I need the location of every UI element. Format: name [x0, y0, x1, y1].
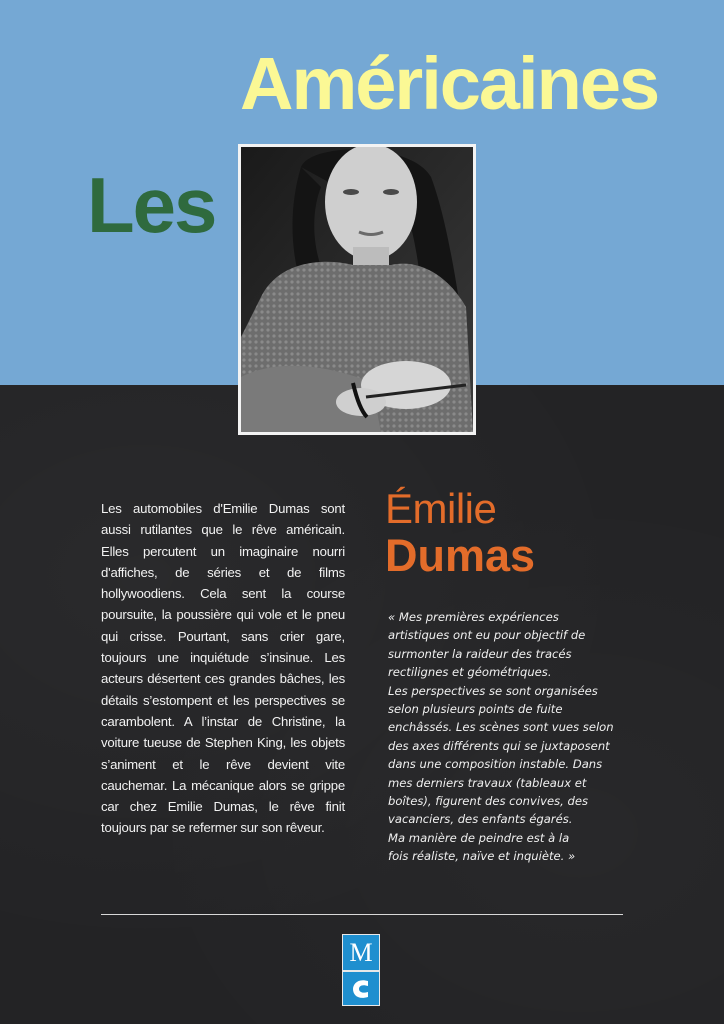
quote-line: des axes différents qui se juxtaposent — [388, 738, 610, 753]
artist-last-name: Dumas — [385, 530, 536, 581]
quote-line: artistiques ont eu pour objectif de — [388, 628, 586, 643]
quote-line: vacanciers, des enfants égarés. — [388, 812, 573, 827]
quote-line: « Mes premières expériences — [388, 610, 559, 624]
logo-bottom-block — [342, 970, 380, 1006]
portrait-illustration — [241, 147, 473, 432]
quote-line: fois réaliste, naïve et inquiète. » — [388, 849, 576, 864]
divider-line — [101, 914, 623, 915]
quote-line: Ma manière de peindre est à la — [388, 830, 570, 845]
quote-line: dans une composition instable. Dans — [388, 757, 603, 772]
quote-line: mes derniers travaux (tableaux et — [388, 775, 587, 790]
artist-quote — [388, 608, 638, 866]
artist-portrait-photo — [238, 144, 476, 435]
logo-c-icon — [350, 976, 372, 1002]
quote-line: surmonter la raideur des tracés — [388, 646, 572, 661]
logo-letter-m: M — [349, 937, 373, 967]
title-americaines: Américaines — [240, 42, 659, 125]
museum-logo — [342, 934, 380, 1006]
quote-line: Les perspectives se sont organisées — [388, 683, 598, 698]
title-les: Les — [87, 161, 216, 249]
quote-line: selon plusieurs points de fuite — [388, 702, 563, 717]
logo-top-block — [342, 934, 380, 970]
artist-description-text: Les automobiles d'Emilie Dumas sont aussi rutilantes que le rêve américain. Elles percutent un imaginaire nourri d'affiches, de séries et de films hollywoodiens. Cela sent la course poursuite, la poussière qui vole et le pneu qui crisse. Pourtant, sans crier gare, toujours une inquiétude s’insinue. Les acteurs désertent ces grandes bâches, les détails s’estompent et les perspectives se carambolent. A l’instar de Christine, la voiture tueuse de Stephen King, les objets s’animent et le rêve devient vite cauchemar. La mécanique alors se grippe car chez Emilie Dumas, le rêve finit toujours par se refermer sur son rêveur. — [101, 501, 345, 836]
quote-line: boîtes), figurent des convives, des — [388, 794, 589, 809]
quote-line: enchâssés. Les scènes sont vues selon — [388, 720, 614, 735]
quote-line: rectilignes et géométriques. — [388, 665, 552, 680]
artist-first-name: Émilie — [385, 485, 497, 532]
